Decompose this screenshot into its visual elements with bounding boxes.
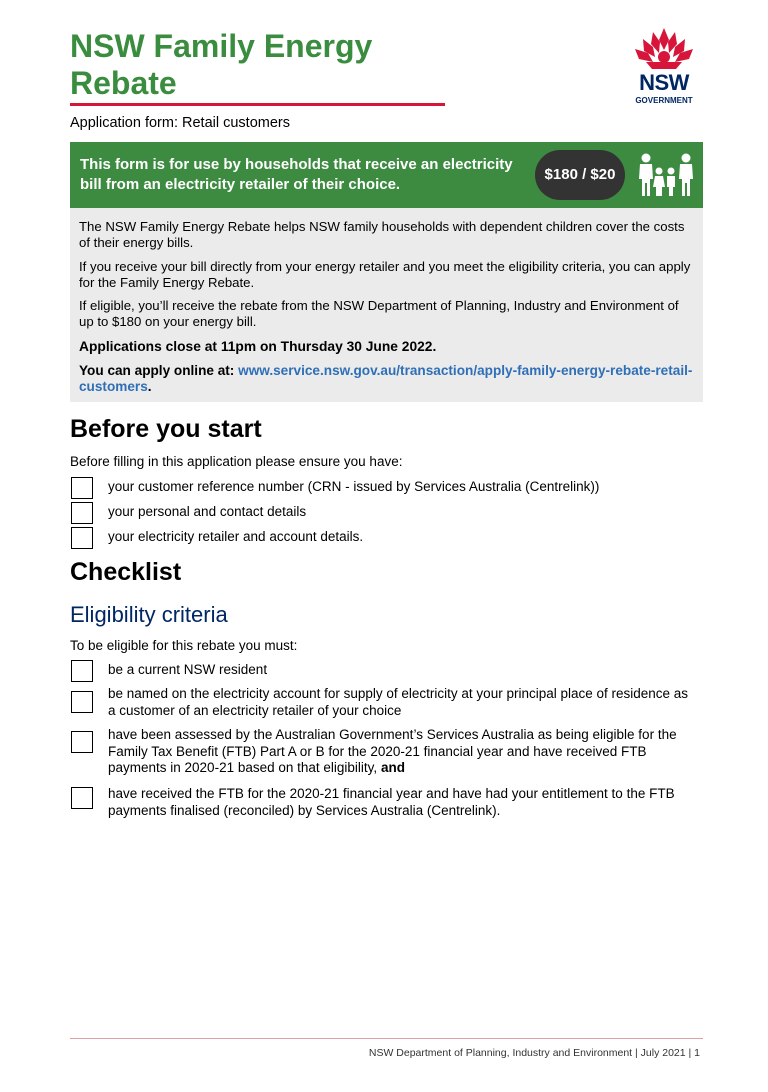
title-underline xyxy=(70,103,445,106)
checkbox-personal-details[interactable] xyxy=(71,502,93,524)
checklist-heading: Checklist xyxy=(70,558,182,586)
checkbox-nsw-resident[interactable] xyxy=(71,660,93,682)
before-intro: Before filling in this application please ensure you have: xyxy=(70,454,403,469)
info-paragraph-3: If eligible, you’ll receive the rebate from the NSW Department of Planning, Industry and Environment of up to $180 on your energy bill. xyxy=(79,298,679,329)
criteria-item-ftb-assessed-text: have been assessed by the Australian Government’s Services Australia as being eligible for the Family Tax Benefit (FTB) Part A or B for the 2020-21 financial year and have received FTB payments in 2020-21 based on that eligibility, xyxy=(108,727,677,776)
checkbox-crn[interactable] xyxy=(71,477,93,499)
rebate-amount-badge: $180 / $20 xyxy=(535,150,625,200)
eligibility-banner xyxy=(70,142,703,208)
criteria-and-connector: and xyxy=(380,760,405,776)
apply-online-paragraph xyxy=(79,363,694,395)
checkbox-ftb-assessed[interactable] xyxy=(71,731,93,753)
checkbox-named-on-account[interactable] xyxy=(71,691,93,713)
info-box xyxy=(70,208,703,402)
logo-wordmark: NSW xyxy=(639,70,689,95)
info-paragraph-2: If you receive your bill directly from your energy retailer and you meet the eligibility criteria, you can apply for the Family Energy Rebate. xyxy=(79,259,691,290)
criteria-item-nsw-resident: be a current NSW resident xyxy=(108,662,268,677)
banner-text: This form is for use by households that receive an electricity bill from an electricity retailer of their choice. xyxy=(80,156,513,193)
checkbox-ftb-received[interactable] xyxy=(71,787,93,809)
eligibility-intro: To be eligible for this rebate you must: xyxy=(70,638,298,653)
nsw-government-logo xyxy=(626,26,702,108)
form-subtitle: Application form: Retail customers xyxy=(70,115,290,131)
checkbox-retailer-details[interactable] xyxy=(71,527,93,549)
criteria-item-named-on-account: be named on the electricity account for supply of electricity at your principal place of residence as a customer of an electricity retailer of your choice xyxy=(108,686,689,718)
applications-close-notice: Applications close at 11pm on Thursday 30 June 2022. xyxy=(79,339,437,354)
checklist-item-crn: your customer reference number (CRN - issued by Services Australia (Centrelink)) xyxy=(108,479,600,494)
family-icon xyxy=(636,153,696,197)
page-footer: NSW Department of Planning, Industry and Environment | July 2021 | 1 xyxy=(368,1047,700,1059)
checklist-item-retailer-details: your electricity retailer and account details. xyxy=(108,529,364,544)
apply-online-link[interactable]: www.service.nsw.gov.au/transaction/apply-family-energy-rebate-retail-customers xyxy=(79,363,693,394)
waratah-icon xyxy=(626,26,702,70)
footer-divider xyxy=(70,1038,703,1039)
apply-online-label: You can apply online at: xyxy=(79,363,239,378)
checklist-item-personal-details: your personal and contact details xyxy=(108,504,307,519)
before-you-start-heading: Before you start xyxy=(70,415,262,443)
criteria-item-ftb-assessed xyxy=(108,727,698,777)
page-title: NSW Family Energy Rebate xyxy=(70,28,373,101)
apply-online-suffix: . xyxy=(147,379,152,394)
info-paragraph-1: The NSW Family Energy Rebate helps NSW family households with dependent children cover the costs of their energy bills. xyxy=(79,219,685,250)
criteria-item-ftb-received: have received the FTB for the 2020-21 financial year and have had your entitlement to the FTB payments finalised (reconciled) by Services Australia (Centrelink). xyxy=(108,786,675,818)
logo-subtext: GOVERNMENT xyxy=(635,96,693,105)
eligibility-criteria-heading: Eligibility criteria xyxy=(70,602,228,627)
